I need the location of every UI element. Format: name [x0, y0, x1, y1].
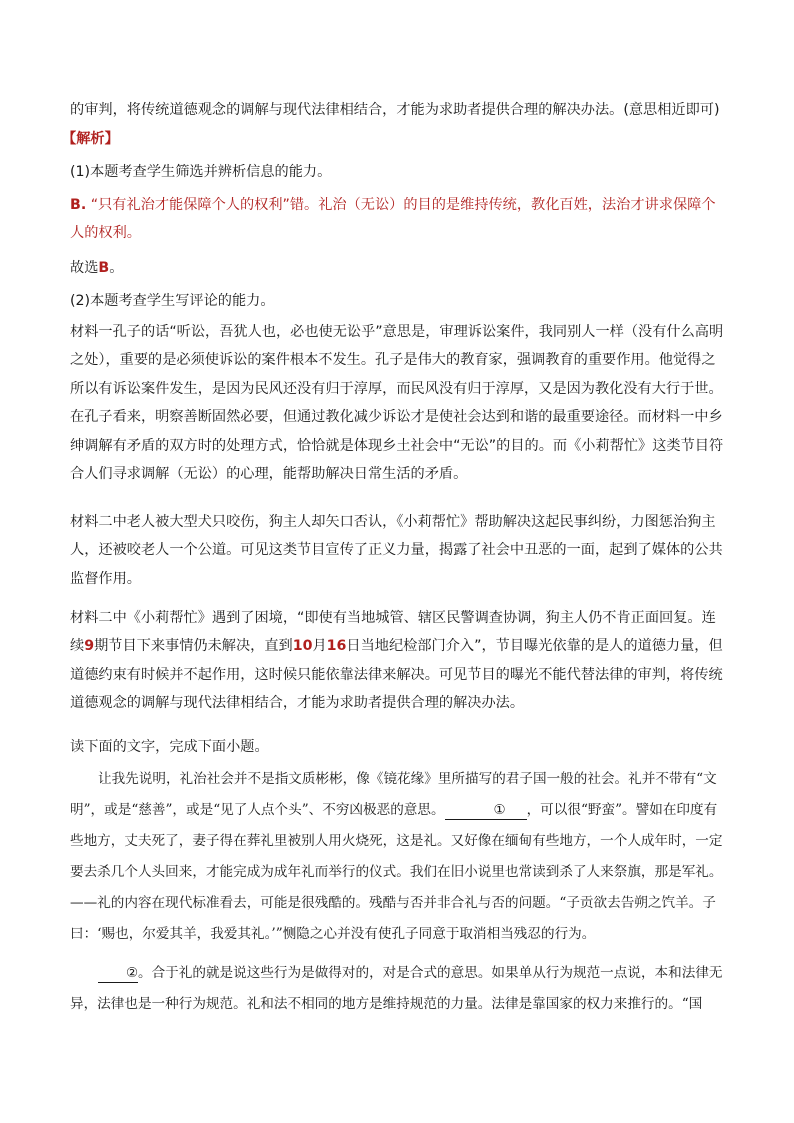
q2-para1: 材料一孔子的话“听讼，吾犹人也，必也使无讼乎”意思是，审理诉讼案件，我同别人一样（没有什么高明之处），重要的是必须使诉讼的案件根本不发生。孔子是伟大的教育家，强调教育的重要作用。他觉得之所以有诉讼案件发生，是因为民风还没有归于淳厚，而民风没有归于淳厚，又是因为教化没有大行于世。在孔子看来，明察善断固然必要，但通过教化减少诉讼才是使社会达到和谐的最重要途径。而材料一中乡绅调解有矛盾的双方时的处理方式，恰恰就是体现乡土社会中“无讼”的目的。而《小莉帮忙》这类节目符合人们寻求调解（无讼）的心理，能帮助解决日常生活的矛盾。	[70, 324, 724, 483]
episode-count: 9	[84, 638, 95, 655]
passage-p1-a: 让我先说明，礼治社会并不是指文质彬彬，像《镜花缘》里所描写的君子国一般的社会。礼并不带有“文明”，或是“慈善”，或是“见了人点个头”、不穷凶极恶的意思。	[70, 771, 717, 818]
q1-option	[70, 191, 724, 248]
answer-tail: 的审判，将传统道德观念的调解与现代法律相结合，才能为求助者提供合理的解决办法。(意思相近即可)	[70, 102, 720, 118]
analysis-label: 【解析】	[62, 131, 119, 147]
choice-pre: 故选	[70, 260, 99, 276]
blank-2: ②	[98, 964, 138, 983]
instruction: 读下面的文字，完成下面小题。	[70, 739, 269, 755]
passage-para1	[70, 764, 724, 950]
option-quote: “只有礼治才能保障个人的权利”错。礼治（无讼）的目的是维持传统，教化百姓，法治才讲求保障个人的权利。	[70, 197, 716, 242]
month-number: 10	[292, 638, 313, 655]
q1-intro: (1)本题考查学生筛选并辨析信息的能力。	[70, 164, 332, 180]
passage-para2	[70, 958, 724, 1020]
para3-text-a: 材料二中《小莉帮忙》遇到了困境，“即使有当地城管、辖区民警调查协调，狗主人仍不肯正面回复。连续	[70, 610, 716, 655]
passage-p1-b: ，可以很“野蛮”。譬如在印度有些地方，丈夫死了，妻子得在葬礼里被别人用火烧死，这是礼。又好像在缅甸有些地方，一个人成年时，一定要去杀几个人头回来，才能完成为成年礼而举行的仪式。我们在旧小说里也常读到杀了人来祭旗，那是军礼。——礼的内容在现代标准看去，可能是很残酷的。残酷与否并非合礼与否的问题。“子贡欲去告朔之饩羊。子曰：‘赐也，尔爱其羊，我爱其礼。’”恻隐之心并没有使孔子同意于取消相当残忍的行为。	[70, 802, 723, 942]
para3-text-c: 月	[312, 638, 327, 655]
choice-letter: B	[98, 260, 110, 276]
q1-choice	[70, 254, 724, 282]
day-number: 16	[326, 638, 347, 655]
q2-para3	[70, 604, 724, 718]
para3-text-b: 期节目下来事情仍未解决，直到	[94, 638, 293, 655]
passage-p2: 。合于礼的就是说这些行为是做得对的，对是合式的意思。如果单从行为规范一点说，本和法律无异，法律也是一种行为规范。礼和法不相同的地方是维持规范的力量。法律是靠国家的权力来推行的。“国	[70, 965, 723, 1012]
q2-intro: (2)本题考查学生写评论的能力。	[70, 293, 275, 309]
blank-1: ①	[445, 801, 527, 820]
choice-post: 。	[109, 260, 124, 276]
option-letter: B.	[70, 197, 87, 213]
q2-para2: 材料二中老人被大型犬只咬伤，狗主人却矢口否认，《小莉帮忙》帮助解决这起民事纠纷，力图惩治狗主人，还被咬老人一个公道。可见这类节目宣传了正义力量，揭露了社会中丑恶的一面，起到了媒体的公共监督作用。	[70, 514, 723, 587]
para3-text-d: 日当地纪检部门介入”，节目曝光依靠的是人的道德力量，但道德约束有时候并不起作用，这时候只能依靠法律来解决。可见节目的曝光不能代替法律的审判，将传统道德观念的调解与现代法律相结合，才能为求助者提供合理的解决办法。	[70, 638, 723, 712]
